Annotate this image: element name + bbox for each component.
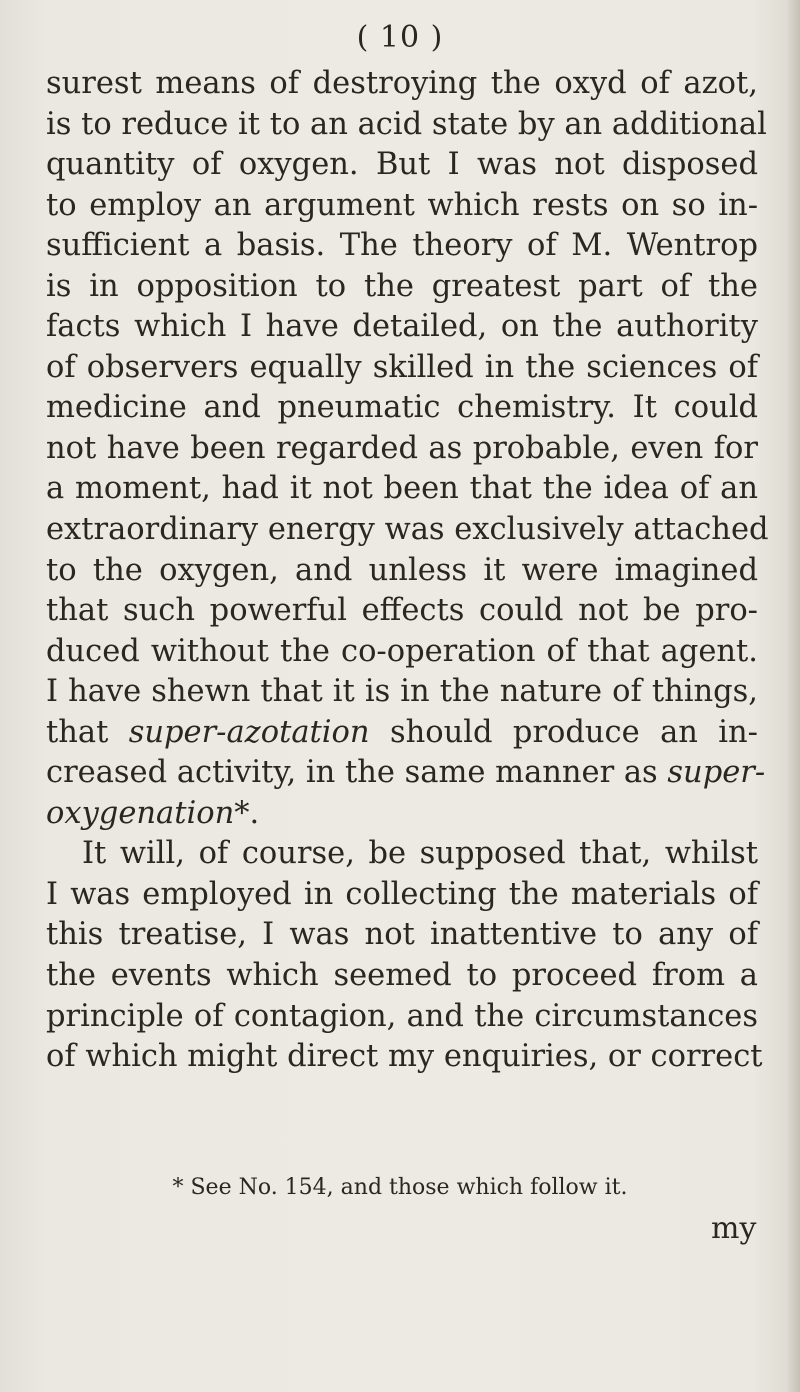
- text-line: not have been regarded as probable, even for: [46, 430, 758, 466]
- text-line: I have shewn that it is in the nature of things,: [46, 674, 758, 710]
- footnote: * See No. 154, and those which follow it.: [172, 1175, 628, 1200]
- page-edge-shadow: [786, 0, 800, 1392]
- text-line: duced without the co-operation of that agent.: [46, 633, 758, 669]
- text-line: to the oxygen, and unless it were imagined: [46, 552, 758, 588]
- text-line: the events which seemed to proceed from a: [46, 958, 758, 994]
- text-line: that super-azotation should produce an in-: [46, 714, 758, 750]
- text-line: quantity of oxygen. But I was not disposed: [46, 147, 758, 183]
- text-line: sufficient a basis. The theory of M. Wentrop: [46, 228, 758, 264]
- text-line: is in opposition to the greatest part of the: [46, 268, 758, 304]
- text-line: creased activity, in the same manner as super-: [46, 755, 766, 791]
- text-line: principle of contagion, and the circumstances: [46, 998, 758, 1034]
- text-line: facts which I have detailed, on the authority: [46, 309, 758, 345]
- text-line: a moment, had it not been that the idea of an: [46, 471, 758, 507]
- text-line: to employ an argument which rests on so in-: [46, 187, 758, 223]
- text-line: of observers equally skilled in the sciences of: [46, 349, 758, 385]
- text-line: extraordinary energy was exclusively attached: [46, 512, 769, 548]
- text-line: of which might direct my enquiries, or correct: [46, 1039, 763, 1075]
- body-text: [46, 64, 769, 1078]
- catchword: my: [711, 1211, 757, 1246]
- text-line: medicine and pneumatic chemistry. It could: [46, 390, 758, 426]
- text-line: It will, of course, be supposed that, whilst: [82, 836, 758, 872]
- text-line: surest means of destroying the oxyd of azot,: [46, 66, 758, 101]
- page-number: ( 10 ): [356, 20, 444, 55]
- text-line: I was employed in collecting the materials of: [46, 876, 758, 912]
- text-line: oxygenation*.: [46, 795, 260, 831]
- text-line: is to reduce it to an acid state by an additional: [46, 106, 767, 142]
- text-line: that such powerful effects could not be pro-: [46, 593, 758, 629]
- text-line: this treatise, I was not inattentive to any of: [46, 917, 758, 953]
